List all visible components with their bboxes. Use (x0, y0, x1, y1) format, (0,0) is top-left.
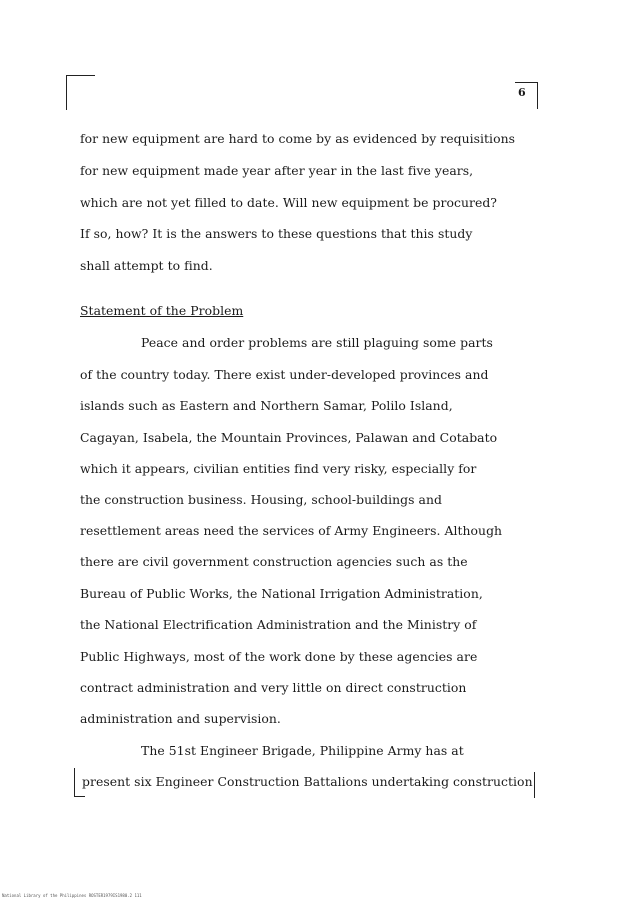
text-line: shall attempt to find. (80, 258, 213, 273)
text-line: If so, how? It is the answers to these questions that this study (80, 226, 473, 241)
paragraph-line: there are civil government construction agencies such as the (80, 554, 468, 569)
paragraph-line: Bureau of Public Works, the National Irrigation Administration, (80, 586, 483, 601)
paragraph-line: islands such as Eastern and Northern Samar, Polilo Island, (80, 398, 453, 413)
text-line: for new equipment are hard to come by as evidenced by requisitions (80, 131, 516, 146)
paragraph-line: of the country today. There exist under-developed provinces and (80, 367, 489, 382)
paragraph-line: The 51st Engineer Brigade, Philippine Army has at (141, 743, 464, 758)
paragraph-line: resettlement areas need the services of Army Engineers. Although (80, 523, 503, 538)
page-number: 6 (518, 86, 526, 99)
paragraph-line: Public Highways, most of the work done by these agencies are (80, 649, 478, 664)
paragraph-line: the construction business. Housing, school-buildings and (80, 492, 442, 507)
paragraph-line: Peace and order problems are still plaguing some parts (141, 335, 493, 350)
paragraph-line: Cagayan, Isabela, the Mountain Provinces, Palawan and Cotabato (80, 430, 498, 445)
footer-stamp: National Library of the Philippines ROSTER1979IS1980.2 111 (2, 893, 142, 898)
paragraph-line: present six Engineer Construction Battalions undertaking construction (82, 774, 533, 789)
paragraph-line: the National Electrification Administration and the Ministry of (80, 617, 477, 632)
crop-mark-bottom-right (534, 772, 535, 798)
crop-mark-top-left (66, 75, 95, 110)
paragraph-line: administration and supervision. (80, 711, 281, 726)
paragraph-line: which it appears, civilian entities find very risky, especially for (80, 461, 477, 476)
text-line: which are not yet filled to date. Will new equipment be procured? (80, 195, 497, 210)
paragraph-line: contract administration and very little on direct construction (80, 680, 467, 695)
text-line: for new equipment made year after year in the last five years, (80, 163, 474, 178)
crop-mark-bottom-left (74, 768, 85, 797)
section-heading: Statement of the Problem (80, 303, 244, 318)
